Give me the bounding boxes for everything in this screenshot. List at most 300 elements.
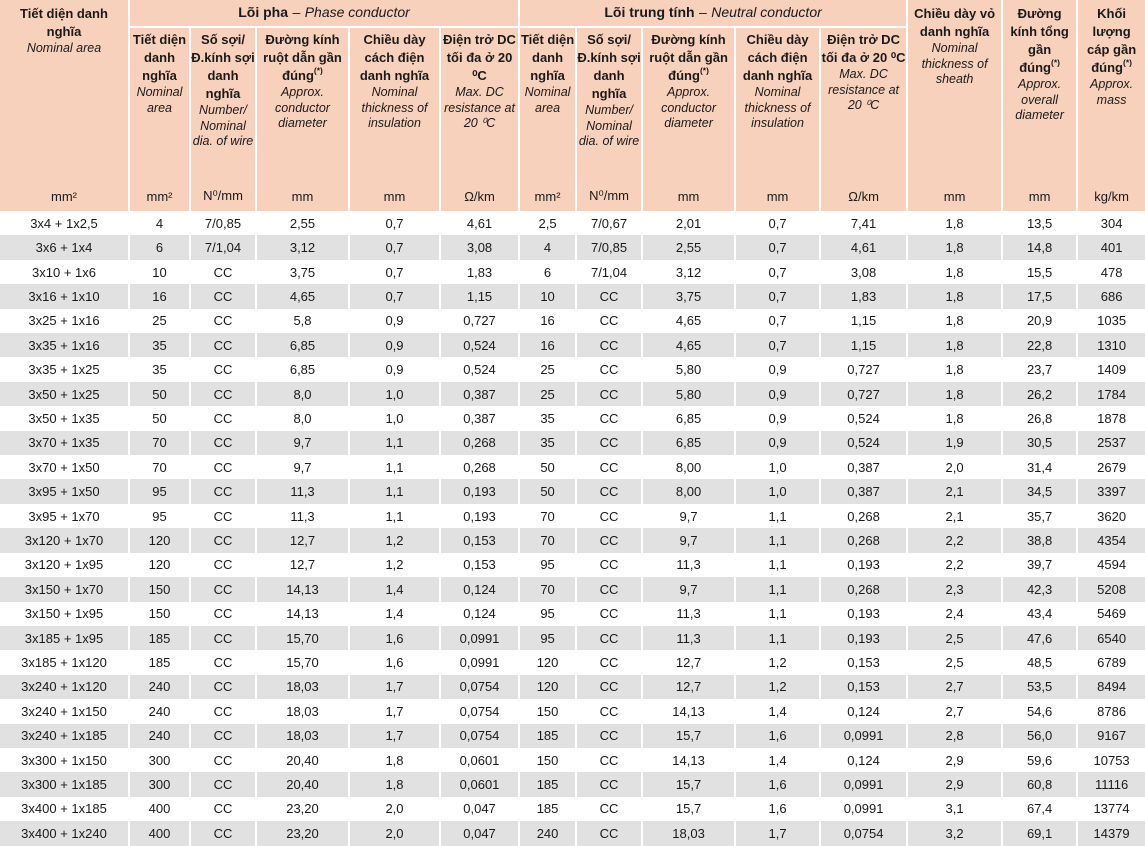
value-cell: 0,727 — [821, 382, 908, 406]
table-row — [0, 772, 1145, 796]
value-cell: 1,8 — [908, 235, 1003, 259]
value-cell: 0,268 — [821, 528, 908, 552]
value-cell: 9,7 — [257, 431, 350, 455]
value-cell: 25 — [130, 309, 191, 333]
table-row — [0, 504, 1145, 528]
value-cell: 95 — [130, 504, 191, 528]
group-separator: – — [699, 4, 707, 20]
value-cell: 1,15 — [821, 333, 908, 357]
table-row — [0, 626, 1145, 650]
value-cell: 0,268 — [441, 431, 520, 455]
value-cell: 0,0991 — [821, 724, 908, 748]
value-cell: 1,8 — [908, 309, 1003, 333]
value-cell: 15,7 — [643, 797, 736, 821]
table-row — [0, 528, 1145, 552]
value-cell: 2,2 — [908, 553, 1003, 577]
value-cell: 2,0 — [350, 821, 441, 845]
value-cell: 54,6 — [1003, 699, 1078, 723]
value-cell: 185 — [130, 626, 191, 650]
value-cell: 70 — [520, 528, 577, 552]
value-cell: CC — [191, 479, 257, 503]
value-cell: 1,8 — [908, 260, 1003, 284]
value-cell: CC — [191, 357, 257, 381]
value-cell: 11,3 — [257, 479, 350, 503]
value-cell: 300 — [130, 748, 191, 772]
table-row — [0, 455, 1145, 479]
value-cell: 15,70 — [257, 650, 350, 674]
value-cell: 95 — [520, 626, 577, 650]
value-cell: 5,80 — [643, 382, 736, 406]
table-row — [0, 357, 1145, 381]
value-cell: 12,7 — [643, 675, 736, 699]
table-row — [0, 431, 1145, 455]
unit-cell: N⁰/mm — [191, 185, 257, 211]
value-cell: 67,4 — [1003, 797, 1078, 821]
value-cell: 0,387 — [821, 479, 908, 503]
value-cell: 401 — [1078, 235, 1145, 259]
value-cell: 1,0 — [736, 455, 821, 479]
unit-cell: Ω/km — [821, 185, 908, 211]
value-cell: CC — [191, 455, 257, 479]
value-cell: 0,7 — [350, 260, 441, 284]
value-cell: 400 — [130, 821, 191, 845]
value-cell: 0,9 — [350, 333, 441, 357]
value-cell: 185 — [130, 650, 191, 674]
value-cell: 1,6 — [736, 724, 821, 748]
table-row — [0, 211, 1145, 235]
value-cell: 11,3 — [643, 553, 736, 577]
value-cell: 14,13 — [257, 602, 350, 626]
value-cell: 53,5 — [1003, 675, 1078, 699]
value-cell: 35 — [520, 406, 577, 430]
value-cell: 2,9 — [908, 772, 1003, 796]
value-cell: 2,55 — [643, 235, 736, 259]
value-cell: 2,9 — [908, 748, 1003, 772]
value-cell: 50 — [520, 455, 577, 479]
value-cell: 1,4 — [350, 577, 441, 601]
header-neutral-conductor-diameter: Đường kính ruột dẫn gần đúng(*) Approx. conductor diameter — [643, 28, 736, 185]
value-cell: CC — [191, 724, 257, 748]
table-row — [0, 675, 1145, 699]
header-vi-label: Khối lượng cáp gần đúng — [1087, 6, 1137, 75]
value-cell: 0,9 — [736, 357, 821, 381]
value-cell: 3,75 — [643, 284, 736, 308]
cable-size-cell: 3x35 + 1x16 — [0, 333, 130, 357]
value-cell: 0,7 — [736, 333, 821, 357]
value-cell: 8,0 — [257, 406, 350, 430]
value-cell: 0,387 — [441, 382, 520, 406]
value-cell: 23,20 — [257, 821, 350, 845]
value-cell: 3,12 — [643, 260, 736, 284]
value-cell: 0,124 — [821, 748, 908, 772]
value-cell: 150 — [520, 748, 577, 772]
value-cell: CC — [577, 699, 643, 723]
cable-size-cell: 3x185 + 1x120 — [0, 650, 130, 674]
value-cell: 15,70 — [257, 626, 350, 650]
value-cell: CC — [577, 724, 643, 748]
cable-size-cell: 3x25 + 1x16 — [0, 309, 130, 333]
value-cell: 0,387 — [441, 406, 520, 430]
value-cell: CC — [577, 309, 643, 333]
value-cell: 150 — [130, 577, 191, 601]
unit-cell: mm — [350, 185, 441, 211]
value-cell: 1,8 — [908, 211, 1003, 235]
value-cell: 1,83 — [441, 260, 520, 284]
value-cell: 0,193 — [441, 504, 520, 528]
value-cell: CC — [577, 821, 643, 845]
header-phase-insulation-thickness: Chiều dày cách điện danh nghĩa Nominal thickness of insulation — [350, 28, 441, 185]
value-cell: 6,85 — [643, 431, 736, 455]
value-cell: 1,8 — [908, 382, 1003, 406]
value-cell: 0,193 — [821, 626, 908, 650]
value-cell: 120 — [130, 528, 191, 552]
value-cell: 185 — [520, 797, 577, 821]
value-cell: 50 — [130, 406, 191, 430]
header-group-neutral-conductor — [520, 0, 908, 28]
value-cell: 10 — [130, 260, 191, 284]
header-vi-label: Chiều dày vỏ danh nghĩa — [914, 6, 996, 39]
value-cell: 95 — [520, 602, 577, 626]
value-cell: 26,2 — [1003, 382, 1078, 406]
value-cell: 1,1 — [736, 602, 821, 626]
value-cell: 95 — [130, 479, 191, 503]
value-cell: CC — [577, 577, 643, 601]
header-neutral-wire-number: Số sợi/ Đ.kính sợi danh nghĩa Number/ Nominal dia. of wire — [577, 28, 643, 185]
value-cell: 1,6 — [350, 650, 441, 674]
value-cell: CC — [191, 626, 257, 650]
cable-size-cell: 3x240 + 1x150 — [0, 699, 130, 723]
value-cell: 0,193 — [821, 553, 908, 577]
value-cell: 185 — [520, 724, 577, 748]
value-cell: 14,13 — [257, 577, 350, 601]
value-cell: 17,5 — [1003, 284, 1078, 308]
header-phase-nominal-area: Tiết diện danh nghĩa Nominal area — [130, 28, 191, 185]
value-cell: CC — [191, 382, 257, 406]
table-row — [0, 797, 1145, 821]
value-cell: 0,268 — [821, 577, 908, 601]
value-cell: 7/1,04 — [191, 235, 257, 259]
value-cell: 0,727 — [441, 309, 520, 333]
footnote-mark: (*) — [699, 65, 709, 76]
value-cell: CC — [191, 602, 257, 626]
value-cell: 1,0 — [350, 406, 441, 430]
table-row — [0, 309, 1145, 333]
value-cell: 3397 — [1078, 479, 1145, 503]
value-cell: 0,0601 — [441, 748, 520, 772]
value-cell: 0,0754 — [441, 724, 520, 748]
value-cell: 5469 — [1078, 602, 1145, 626]
header-phase-wire-number: Số sợi/ Đ.kính sợi danh nghĩa Number/ Nominal dia. of wire — [191, 28, 257, 185]
value-cell: 14,13 — [643, 699, 736, 723]
value-cell: 18,03 — [257, 675, 350, 699]
value-cell: 1,4 — [736, 699, 821, 723]
cable-size-cell: 3x240 + 1x185 — [0, 724, 130, 748]
value-cell: 20,40 — [257, 772, 350, 796]
cable-size-cell: 3x4 + 1x2,5 — [0, 211, 130, 235]
value-cell: 1,6 — [736, 772, 821, 796]
cable-size-cell: 3x185 + 1x95 — [0, 626, 130, 650]
value-cell: CC — [191, 650, 257, 674]
value-cell: 60,8 — [1003, 772, 1078, 796]
header-approx-mass — [1078, 0, 1145, 185]
value-cell: 0,047 — [441, 797, 520, 821]
value-cell: 50 — [130, 382, 191, 406]
value-cell: 1,15 — [821, 309, 908, 333]
table-row — [0, 260, 1145, 284]
value-cell: CC — [191, 553, 257, 577]
value-cell: 1,1 — [736, 577, 821, 601]
value-cell: 0,524 — [441, 357, 520, 381]
table-row — [0, 650, 1145, 674]
value-cell: 0,9 — [736, 406, 821, 430]
value-cell: 0,0991 — [821, 797, 908, 821]
value-cell: 6,85 — [643, 406, 736, 430]
value-cell: 48,5 — [1003, 650, 1078, 674]
value-cell: 14,8 — [1003, 235, 1078, 259]
header-en-label: Nominal thickness of sheath — [921, 41, 988, 86]
value-cell: 2,1 — [908, 504, 1003, 528]
table-row — [0, 479, 1145, 503]
group-en-label: Neutral conductor — [711, 4, 822, 20]
value-cell: 20,9 — [1003, 309, 1078, 333]
value-cell: 1,83 — [821, 284, 908, 308]
cable-size-cell: 3x300 + 1x185 — [0, 772, 130, 796]
group-en-label: Phase conductor — [304, 4, 410, 20]
value-cell: 31,4 — [1003, 455, 1078, 479]
value-cell: 1,7 — [736, 821, 821, 845]
value-cell: 1,8 — [350, 772, 441, 796]
value-cell: 0,0754 — [441, 699, 520, 723]
cable-size-cell: 3x70 + 1x35 — [0, 431, 130, 455]
value-cell: 3,08 — [441, 235, 520, 259]
value-cell: 0,124 — [441, 602, 520, 626]
value-cell: 13,5 — [1003, 211, 1078, 235]
value-cell: 1,7 — [350, 699, 441, 723]
cable-size-cell: 3x50 + 1x25 — [0, 382, 130, 406]
value-cell: 25 — [520, 357, 577, 381]
value-cell: 4354 — [1078, 528, 1145, 552]
value-cell: 150 — [130, 602, 191, 626]
value-cell: 1,2 — [736, 650, 821, 674]
cable-size-cell: 3x240 + 1x120 — [0, 675, 130, 699]
value-cell: 1409 — [1078, 357, 1145, 381]
value-cell: 1,1 — [736, 528, 821, 552]
value-cell: 6789 — [1078, 650, 1145, 674]
value-cell: 0,387 — [821, 455, 908, 479]
value-cell: 2,4 — [908, 602, 1003, 626]
unit-cell: mm — [736, 185, 821, 211]
cable-size-cell: 3x70 + 1x50 — [0, 455, 130, 479]
value-cell: 69,1 — [1003, 821, 1078, 845]
value-cell: 1,2 — [736, 675, 821, 699]
value-cell: 0,7 — [736, 211, 821, 235]
value-cell: 6,85 — [257, 357, 350, 381]
value-cell: 3620 — [1078, 504, 1145, 528]
value-cell: 0,153 — [821, 650, 908, 674]
value-cell: 18,03 — [643, 821, 736, 845]
value-cell: CC — [577, 675, 643, 699]
table-row — [0, 724, 1145, 748]
value-cell: 0,7 — [736, 284, 821, 308]
value-cell: 1,7 — [350, 724, 441, 748]
value-cell: 25 — [520, 382, 577, 406]
value-cell: 18,03 — [257, 724, 350, 748]
value-cell: 6 — [130, 235, 191, 259]
value-cell: 3,12 — [257, 235, 350, 259]
value-cell: 5208 — [1078, 577, 1145, 601]
cable-size-cell: 3x95 + 1x50 — [0, 479, 130, 503]
value-cell: CC — [577, 553, 643, 577]
value-cell: 0,153 — [821, 675, 908, 699]
value-cell: 1,8 — [908, 284, 1003, 308]
value-cell: 0,9 — [736, 431, 821, 455]
value-cell: CC — [191, 797, 257, 821]
value-cell: CC — [577, 504, 643, 528]
value-cell: 185 — [520, 772, 577, 796]
unit-cell: mm — [1003, 185, 1078, 211]
value-cell: CC — [191, 577, 257, 601]
header-overall-diameter — [1003, 0, 1078, 185]
value-cell: 150 — [520, 699, 577, 723]
value-cell: 4,65 — [643, 309, 736, 333]
value-cell: 23,20 — [257, 797, 350, 821]
value-cell: 0,047 — [441, 821, 520, 845]
value-cell: 1,9 — [908, 431, 1003, 455]
value-cell: 1,1 — [350, 431, 441, 455]
value-cell: CC — [577, 528, 643, 552]
cable-size-cell: 3x400 + 1x185 — [0, 797, 130, 821]
value-cell: 8,00 — [643, 455, 736, 479]
value-cell: 300 — [130, 772, 191, 796]
value-cell: 2,1 — [908, 479, 1003, 503]
value-cell: 35 — [520, 431, 577, 455]
value-cell: CC — [191, 504, 257, 528]
value-cell: 1,1 — [350, 479, 441, 503]
value-cell: CC — [577, 431, 643, 455]
value-cell: 42,3 — [1003, 577, 1078, 601]
value-cell: CC — [577, 382, 643, 406]
unit-cell: mm² — [0, 185, 130, 211]
value-cell: 1,4 — [350, 602, 441, 626]
value-cell: 304 — [1078, 211, 1145, 235]
table-header — [0, 0, 1145, 211]
cable-size-cell: 3x50 + 1x35 — [0, 406, 130, 430]
value-cell: 11,3 — [643, 602, 736, 626]
value-cell: 0,0601 — [441, 772, 520, 796]
header-group-row — [0, 0, 1145, 28]
value-cell: 0,153 — [441, 553, 520, 577]
value-cell: 1,8 — [908, 357, 1003, 381]
value-cell: 1,8 — [350, 748, 441, 772]
value-cell: 0,153 — [441, 528, 520, 552]
value-cell: 1,0 — [736, 479, 821, 503]
value-cell: CC — [191, 748, 257, 772]
value-cell: 240 — [130, 675, 191, 699]
value-cell: 2679 — [1078, 455, 1145, 479]
value-cell: 0,0754 — [441, 675, 520, 699]
value-cell: 7/0,85 — [191, 211, 257, 235]
value-cell: 20,40 — [257, 748, 350, 772]
unit-cell: mm — [643, 185, 736, 211]
unit-cell: kg/km — [1078, 185, 1145, 211]
value-cell: CC — [577, 479, 643, 503]
value-cell: 1878 — [1078, 406, 1145, 430]
value-cell: 4,65 — [257, 284, 350, 308]
value-cell: 2,8 — [908, 724, 1003, 748]
value-cell: 4,61 — [441, 211, 520, 235]
header-nominal-area — [0, 0, 130, 185]
table-row — [0, 821, 1145, 845]
value-cell: 2,55 — [257, 211, 350, 235]
value-cell: 16 — [520, 309, 577, 333]
cable-size-cell: 3x300 + 1x150 — [0, 748, 130, 772]
value-cell: 0,268 — [821, 504, 908, 528]
value-cell: 1,1 — [350, 455, 441, 479]
value-cell: 15,7 — [643, 724, 736, 748]
header-en-label: Approx. mass — [1090, 77, 1134, 107]
value-cell: 1,0 — [350, 382, 441, 406]
value-cell: 0,124 — [441, 577, 520, 601]
value-cell: 0,727 — [821, 357, 908, 381]
value-cell: 16 — [520, 333, 577, 357]
unit-cell: mm² — [520, 185, 577, 211]
value-cell: 0,9 — [350, 357, 441, 381]
value-cell: 2,0 — [350, 797, 441, 821]
value-cell: 3,1 — [908, 797, 1003, 821]
footnote-mark: (*) — [313, 65, 323, 76]
table-row — [0, 284, 1145, 308]
value-cell: 9,7 — [643, 504, 736, 528]
value-cell: 11116 — [1078, 772, 1145, 796]
footnote-mark: (*) — [1050, 57, 1060, 68]
value-cell: 4,65 — [643, 333, 736, 357]
value-cell: CC — [577, 357, 643, 381]
value-cell: 0,7 — [350, 211, 441, 235]
value-cell: 120 — [520, 650, 577, 674]
table-row — [0, 382, 1145, 406]
value-cell: CC — [191, 699, 257, 723]
header-neutral-dc-resistance: Điện trở DC tối đa ở 20 ⁰C Max. DC resistance at 20 ⁰C — [821, 28, 908, 185]
header-phase-conductor-diameter: Đường kính ruột dẫn gần đúng(*) Approx. conductor diameter — [257, 28, 350, 185]
value-cell: 9,7 — [257, 455, 350, 479]
value-cell: CC — [191, 309, 257, 333]
value-cell: 13774 — [1078, 797, 1145, 821]
value-cell: 2,5 — [908, 626, 1003, 650]
value-cell: 14,13 — [643, 748, 736, 772]
value-cell: 30,5 — [1003, 431, 1078, 455]
cable-size-cell: 3x150 + 1x95 — [0, 602, 130, 626]
cable-size-cell: 3x16 + 1x10 — [0, 284, 130, 308]
value-cell: CC — [191, 821, 257, 845]
value-cell: 2537 — [1078, 431, 1145, 455]
value-cell: 8,0 — [257, 382, 350, 406]
value-cell: CC — [191, 772, 257, 796]
value-cell: 12,7 — [257, 528, 350, 552]
value-cell: 2,01 — [643, 211, 736, 235]
value-cell: CC — [577, 650, 643, 674]
value-cell: 5,80 — [643, 357, 736, 381]
value-cell: CC — [191, 406, 257, 430]
value-cell: CC — [191, 431, 257, 455]
value-cell: 22,8 — [1003, 333, 1078, 357]
cable-size-cell: 3x95 + 1x70 — [0, 504, 130, 528]
value-cell: 400 — [130, 797, 191, 821]
table-row — [0, 699, 1145, 723]
value-cell: 686 — [1078, 284, 1145, 308]
value-cell: 70 — [520, 577, 577, 601]
value-cell: 0,0991 — [441, 650, 520, 674]
cable-size-cell: 3x120 + 1x70 — [0, 528, 130, 552]
